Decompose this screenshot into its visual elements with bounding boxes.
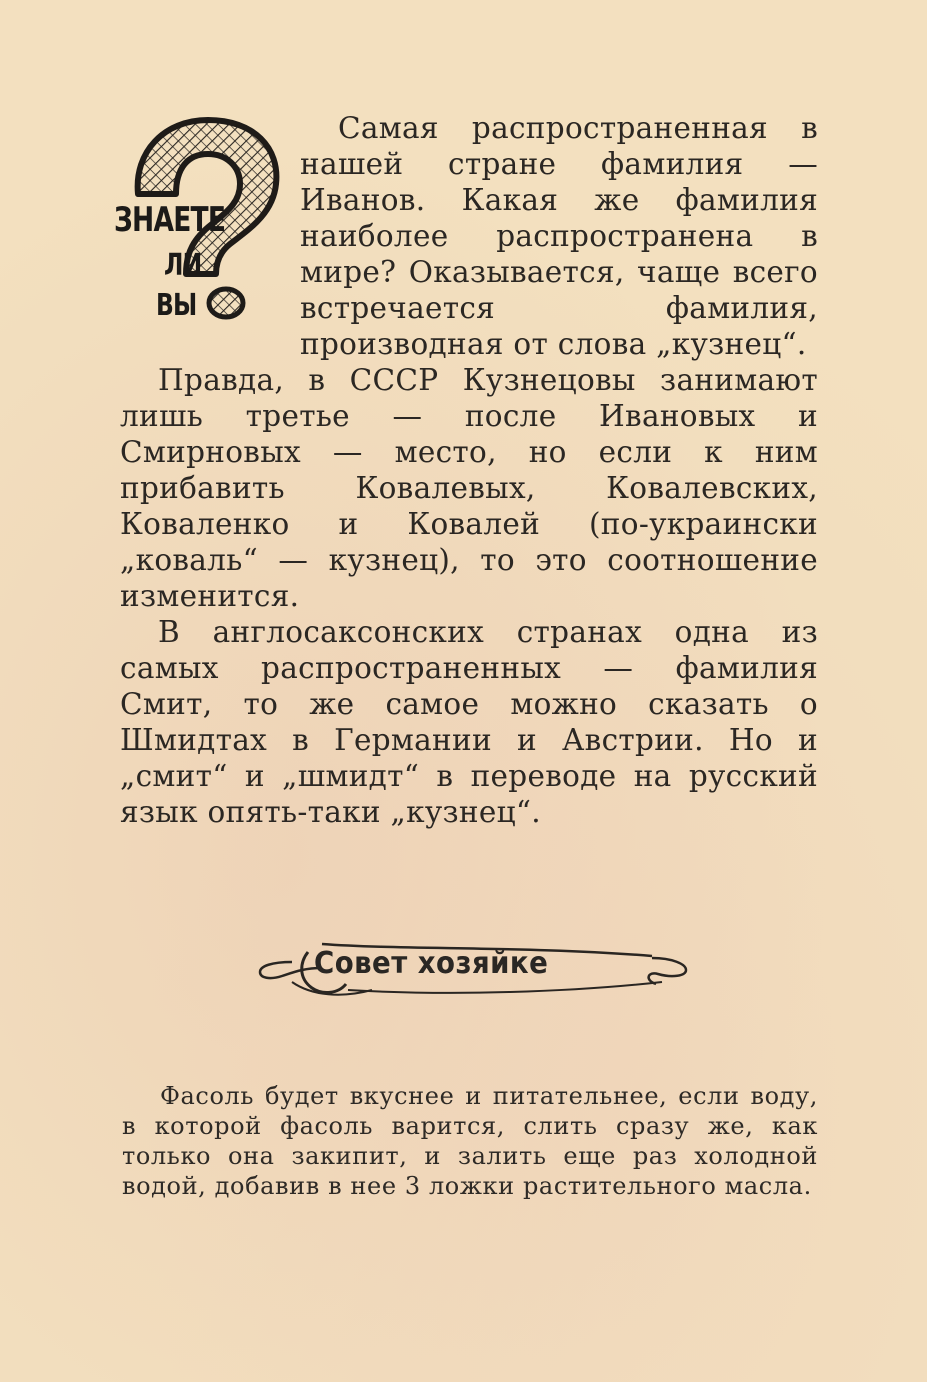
article-did-you-know (114, 110, 818, 830)
article-paragraph-1: Самая распространенная в нашей стране фамилия — Иванов. Какая же фамилия наиболее распространена в мире? Оказывается, чаще всего встречается фамилия, производная от слова „кузнец“. (300, 111, 818, 361)
advice-heading-ornament (252, 932, 692, 1004)
advice-heading: Совет хозяйке (314, 946, 549, 981)
badge-line-1: ЗНАЕТЕ (114, 200, 226, 240)
badge-line-2: ЛИ (164, 248, 202, 283)
badge-line-3: ВЫ (156, 288, 197, 323)
advice-text: Фасоль будет вкуснее и питательнее, если воду, в которой фасоль варится, слить сразу же, как только она закипит, и залить еще раз холодной водой, добавив в нее 3 ложки растительного масла. (122, 1082, 818, 1200)
article-paragraph-3: В англосаксонских странах одна из самых распространенных — фамилия Смит, то же самое можно сказать о Шмидтах в Германии и Австрии. Но и „смит“ и „шмидт“ в переводе на русский язык опять-таки „кузнец“. (120, 615, 818, 829)
article-paragraph-2: Правда, в СССР Кузнецовы занимают лишь третье — после Ивановых и Смирновых — место, но если к ним прибавить Ковалевых, Ковалевских, Коваленко и Ковалей (по-украински „коваль“ — кузнец), то это соотношение изменится. (120, 363, 818, 613)
did-you-know-badge (116, 112, 286, 332)
